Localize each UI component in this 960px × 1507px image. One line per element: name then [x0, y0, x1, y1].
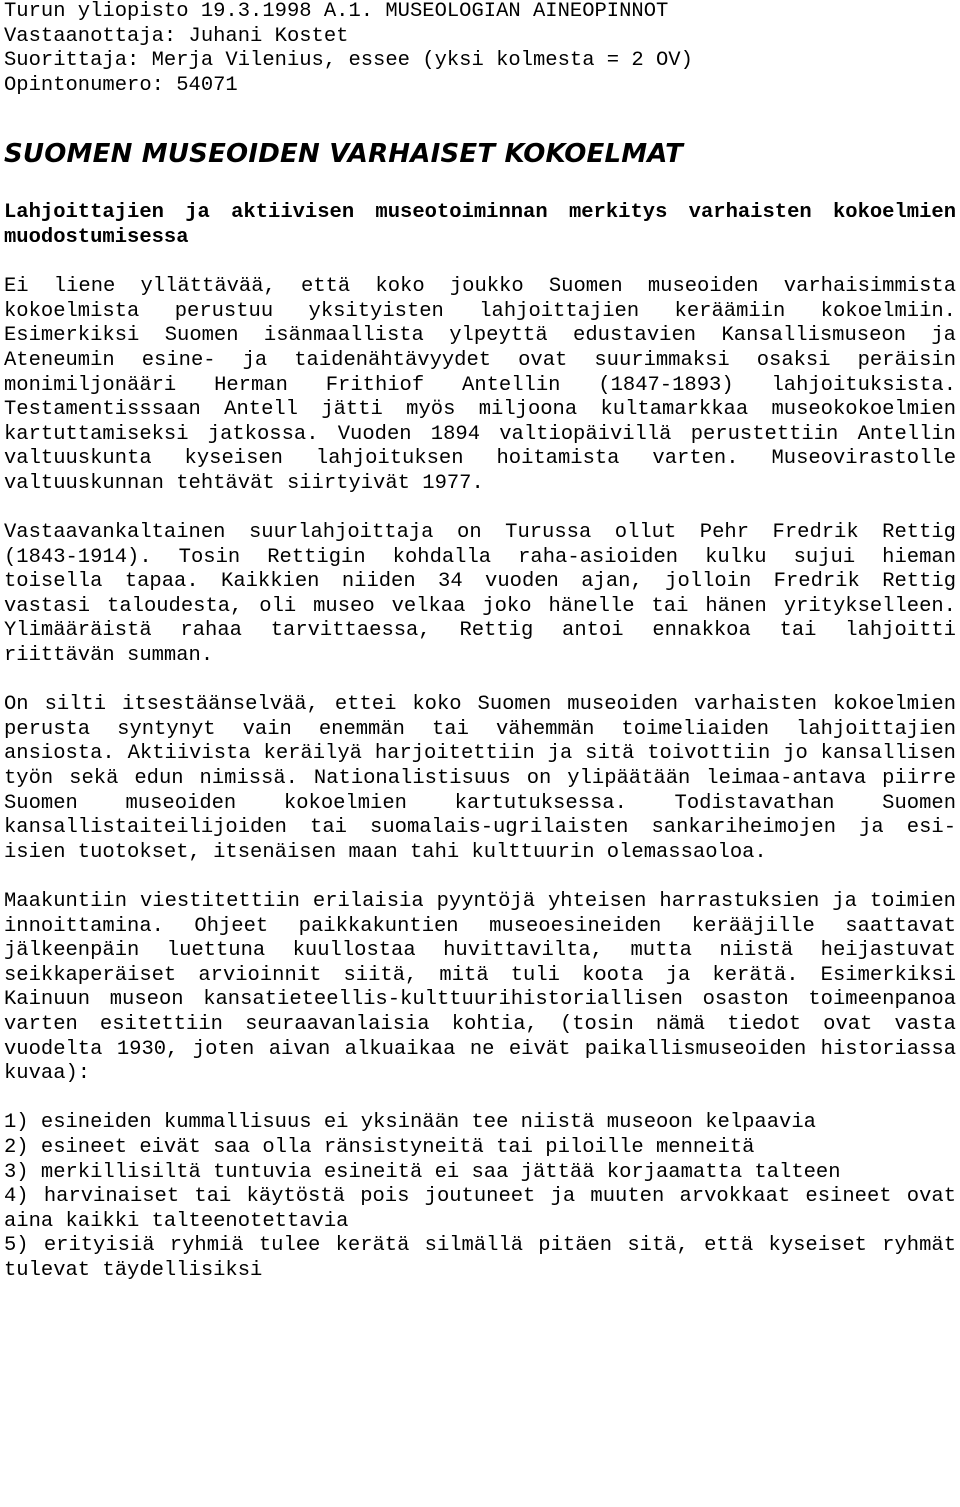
list-item: 4) harvinaiset tai käytöstä pois joutuneet ja muuten arvokkaat esineet ovat aina kaikki talteenotettavia [4, 1185, 956, 1233]
header-course-line: Turun yliopisto 19.3.1998 A.1. MUSEOLOGIAN AINEOPINNOT [4, 0, 669, 23]
paragraph-1: Ei liene yllättävää, että koko joukko Suomen museoiden varhaisimmista kokoelmista perustuu yksityisten lahjoittajien keräämiin kokoelmiin. Esimerkiksi Suomen isänmaallista ylpeyttä edustavien Kansallismuseon ja Ateneumin esine- ja taidenähtävyydet ovat suurimmaksi osaksi peräisin monimiljonääri Herman Frithiof Antellin (1847-1893) lahjoituksista. Testamentisssaan Antell jätti myös miljoona kultamarkkaa museokokoelmien kartuttamiseksi jatkossa. Vuoden 1894 valtiopäivillä perustettiin Antellin valtuuskunta kyseisen lahjoituksen hoitamista varten. Museovirastolle valtuuskunnan tehtävät siirtyivät 1977. [4, 275, 956, 495]
list-item: 3) merkillisiltä tuntuvia esineitä ei saa jättää korjaamatta talteen [4, 1160, 841, 1184]
list-item: 2) esineet eivät saa olla ränsistyneitä tai piloille menneitä [4, 1135, 755, 1159]
header-author-line: Suorittaja: Merja Vilenius, essee (yksi kolmesta = 2 OV) [4, 49, 693, 73]
paragraph-4: Maakuntiin viestitettiin erilaisia pyyntöjä yhteisen harrastuksien ja toimien innoittamina. Ohjeet paikkakuntien museoesineiden kerääjille saattavat jälkeenpäin luettuna kuullostaa huvittavilta, mutta niistä heijastuvat seikkaperäiset arvioinnit siitä, mitä tuli koota ja kerätä. Esimerkiksi Kainuun museon kansatieteellis-kulttuurihistoriallisen osaston toimeenpanoa varten esitettiin seuraavanlaisia kohtia, (tosin nämä tiedot ovat vasta vuodelta 1930, joten aivan alkuaikaa ne eivät paikallismuseoiden historiassa kuvaa): [4, 890, 956, 1086]
instruction-list [4, 1111, 956, 1283]
document-header [4, 0, 956, 98]
document-title: SUOMEN MUSEOIDEN VARHAISET KOKOELMAT [4, 139, 684, 170]
paragraph-2: Vastaavankaltainen suurlahjoittaja on Turussa ollut Pehr Fredrik Rettig (1843-1914). Tosin Rettigin kohdalla raha-asioiden kulku sujui hieman toisella tapaa. Kaikkien niiden 34 vuoden ajan, jolloin Fredrik Rettig vastasi taloudesta, oli museo velkaa joko hänelle tai hänen yritykselleen. Ylimääräistä rahaa tarvittaessa, Rettig antoi ennakkoa tai lahjoitti riittävän summan. [4, 521, 956, 668]
header-recipient-line: Vastaanottaja: Juhani Kostet [4, 24, 349, 48]
document-page [4, 0, 956, 1284]
list-item: 1) esineiden kummallisuus ei yksinään tee niistä museoon kelpaavia [4, 1111, 816, 1135]
section-subtitle: Lahjoittajien ja aktiivisen museotoiminnan merkitys varhaisten kokoelmien muodostumisessa [4, 201, 956, 249]
list-item: 5) erityisiä ryhmiä tulee kerätä silmällä pitäen sitä, että kyseiset ryhmät tulevat täydellisiksi [4, 1234, 956, 1282]
paragraph-3: On silti itsestäänselvää, ettei koko Suomen museoiden varhaisten kokoelmien perusta syntynyt vain enemmän tai vähemmän toimeliaiden lahjoittajien ansiosta. Aktiivista keräilyä harjoitettiin ja sitä toivottiin jo kansallisen työn sekä edun nimissä. Nationalistisuus on ylipäätään leimaa-antava piirre Suomen museoiden kokoelmien kartutuksessa. Todistavathan Suomen kansallistaiteilijoiden tai suomalais-ugrilaisten sankariheimojen ja esi-isien tuotokset, itsenäisen maan tahi kulttuurin olemassaoloa. [4, 693, 956, 864]
header-student-number-line: Opintonumero: 54071 [4, 73, 238, 97]
